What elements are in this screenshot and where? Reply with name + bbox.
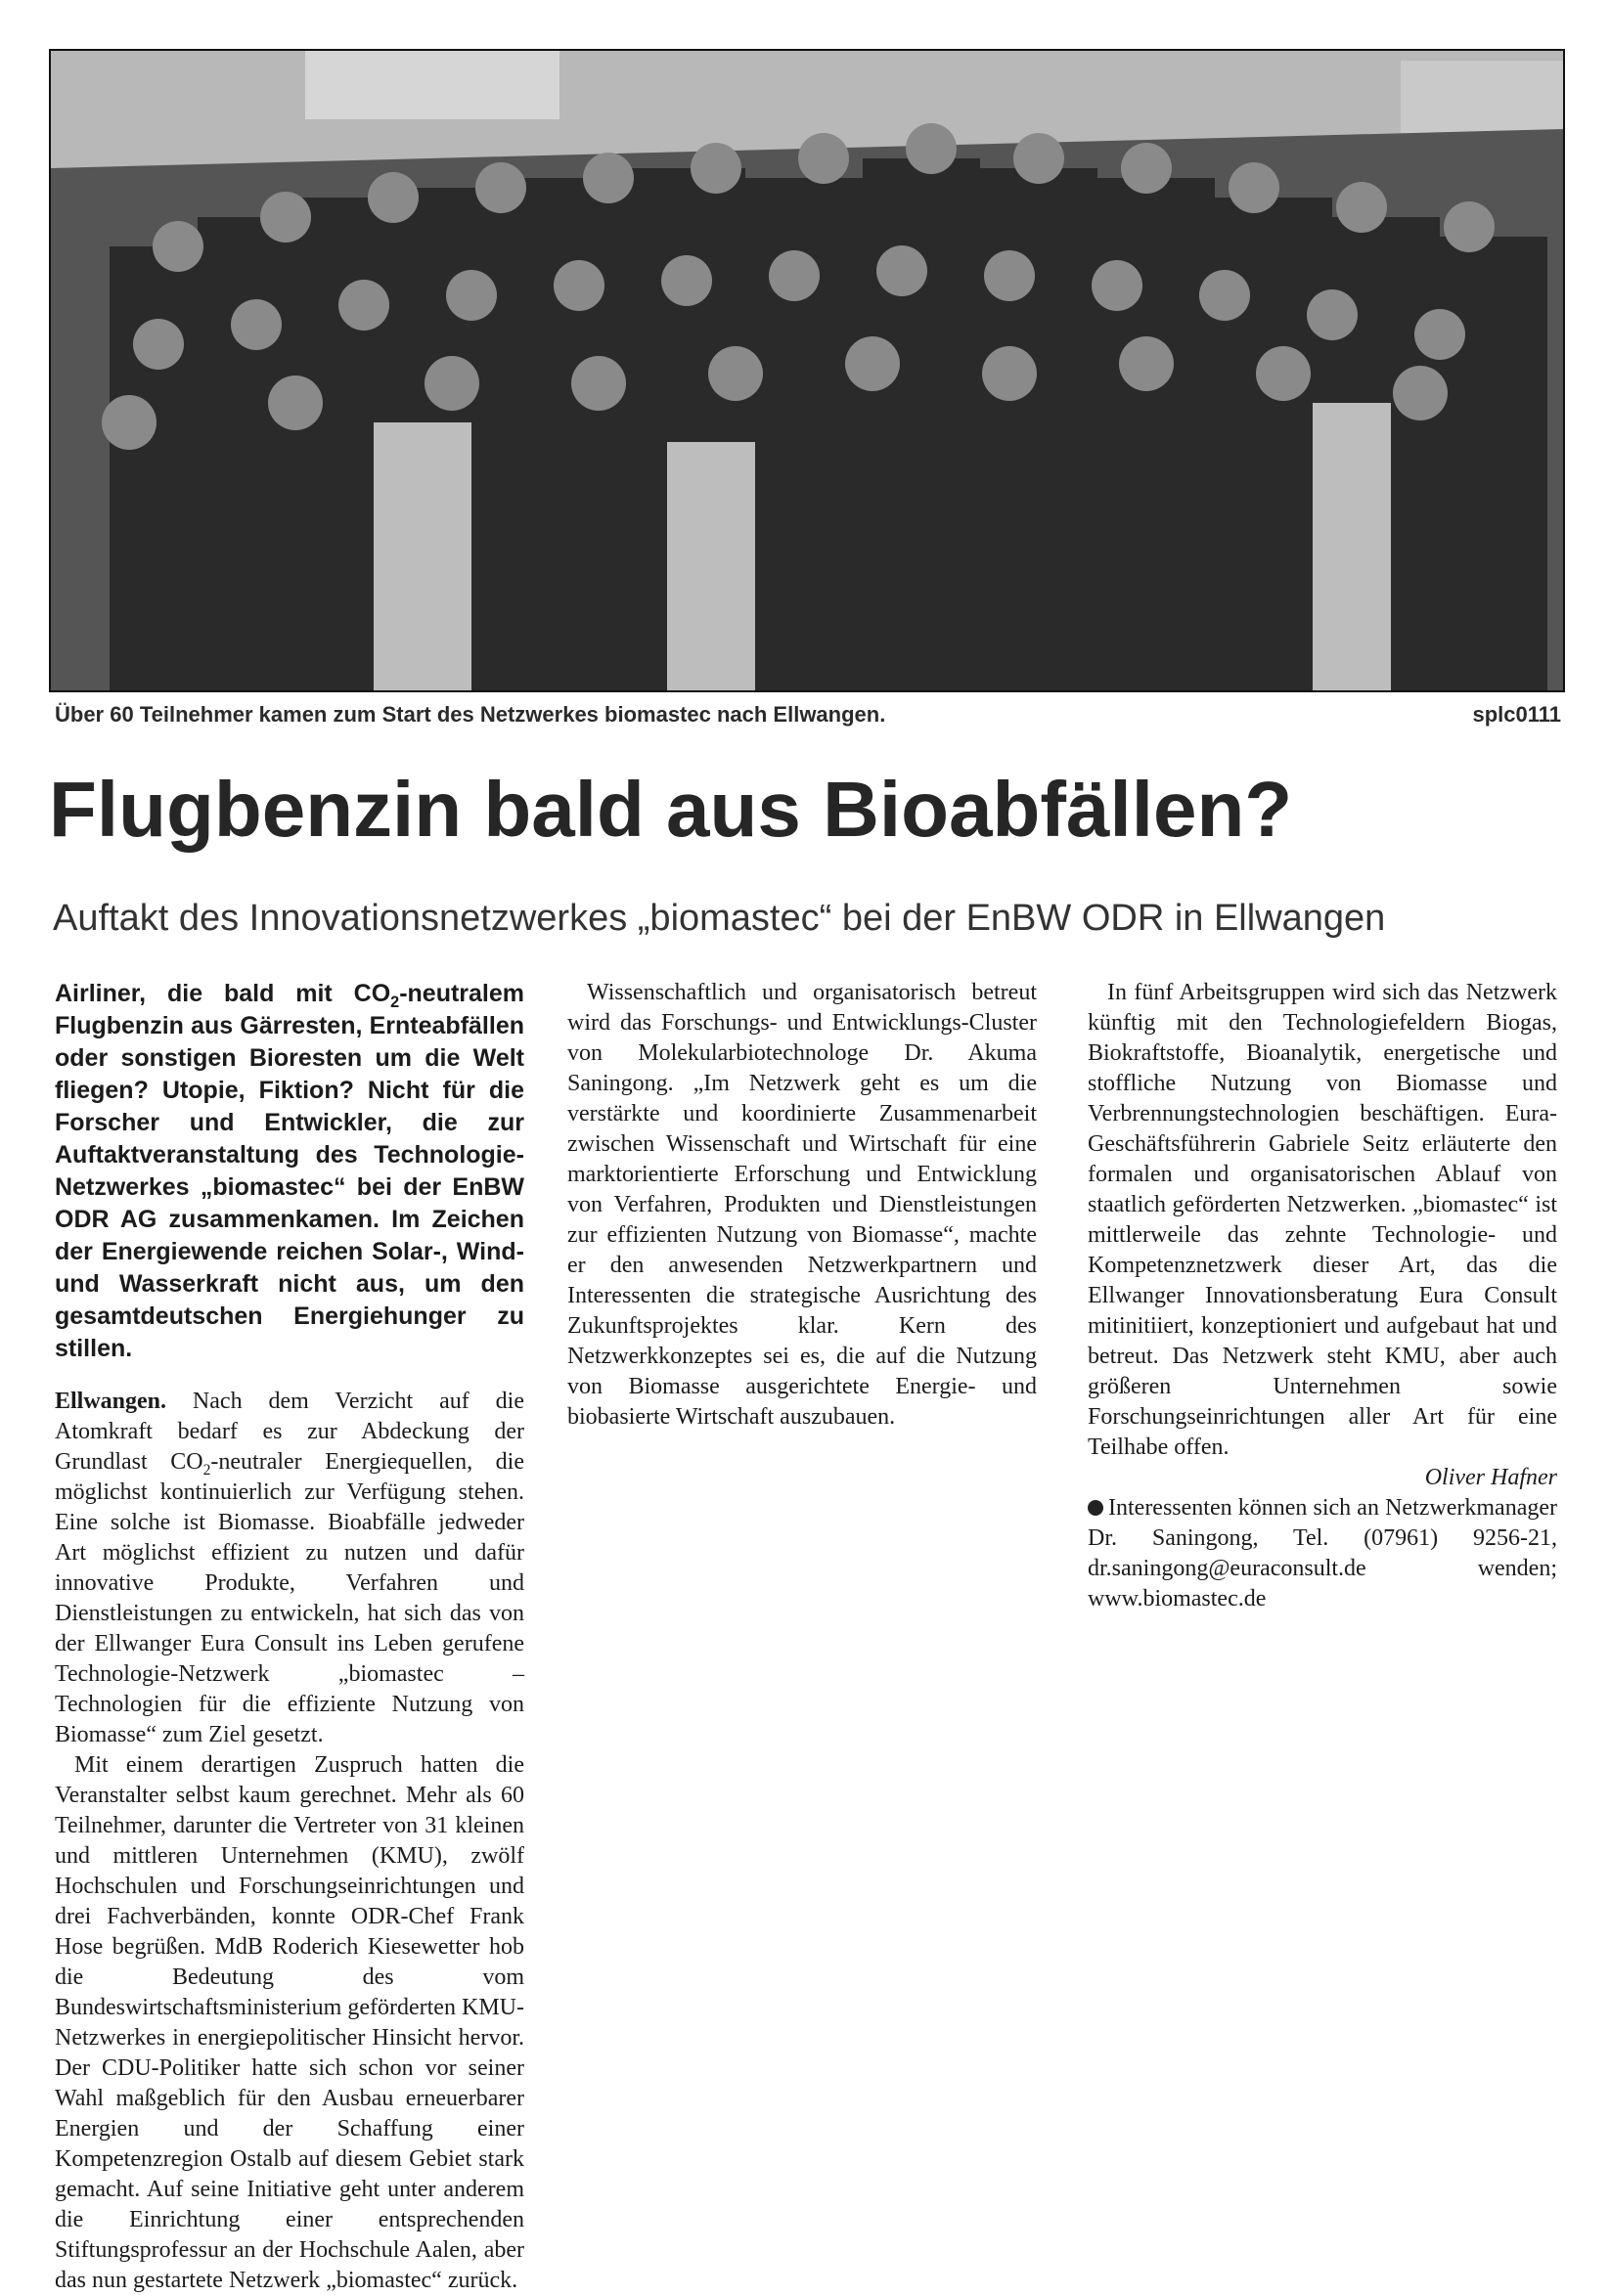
body-paragraph-4: In fünf Arbeitsgruppen wird sich das Netzwerk künftig mit den Technologiefeldern Biogas, Biokraftstoffe, Bioanalytik, energetische und stoffliche Nutzung von Biomasse und Verbrennungstechnologien beschäftigen. Eura-Geschäftsführerin Gabriele Seitz erläuterte den formalen und organisatorischen Ablauf von staatlich geförderten Netzwerken. „biomastec“ ist mittlerweile das zehnte Technologie- und Kompetenznetzwerk dieser Art, das die Ellwanger Innovationsberatung Eura Consult mitinitiiert, konzeptioniert und aufgebaut hat und betreut. Das Netzwerk steht KMU, aber auch größeren Unternehmen sowie Forschungseinrichtungen aller Art für eine Teilhabe offen. — [1088, 980, 1557, 1460]
lead-subscript: 2 — [390, 993, 400, 1011]
body-paragraph-3: Wissenschaftlich und organisatorisch betreut wird das Forschungs- und Entwicklungs-Cluster von Molekularbiotechnologe Dr. Akuma Saningong. „Im Netzwerk geht es um die verstärkte und koordinierte Zusammenarbeit zwischen Wissenschaft und Wirtschaft für eine marktorientierte Erforschung und Entwicklung von Verfahren, Produkten und Dienstleistungen zur effizienten Nutzung von Biomasse“, machte er den anwesenden Netzwerkpartnern und Interessenten die strategische Ausrichtung des Zukunftsprojektes klar. Kern des Netzwerkkonzeptes sei es, die auf die Nutzung von Biomasse ausgerichtete Energie- und biobasierte Wirtschaft auszubauen. — [567, 980, 1037, 1430]
lead-text-1: Airliner, die bald mit CO — [55, 980, 391, 1007]
lead-paragraph — [55, 978, 524, 1365]
contact-info — [1088, 1493, 1557, 1614]
photo-credit: splc0111 — [1472, 702, 1561, 727]
lead-text-2: -neutralem Flugbenzin aus Gärresten, Ernteabfällen oder sonstigen Bioresten um die Welt fliegen? Utopie, Fiktion? Nicht für die Forscher und Entwickler, die zur Auftaktveranstaltung des Technologie-Netzwerkes „biomastec“ bei der EnBW ODR AG zusammenkamen. Im Zeichen der Energiewende reichen Solar-, Wind- und Wasserkraft nicht aus, um den gesamtdeutschen Energiehunger zu stillen. — [55, 980, 524, 1362]
article-column-2 — [567, 978, 1037, 1941]
body-p1-subscript: 2 — [202, 1461, 211, 1479]
group-photo-icon — [51, 51, 1563, 690]
headline: Flugbenzin bald aus Bioabfällen? — [49, 766, 1293, 853]
caption-text: Über 60 Teilnehmer kamen zum Start des Netzwerkes biomastec nach Ellwangen. — [55, 702, 886, 727]
dateline: Ellwangen. — [55, 1389, 167, 1414]
group-photo — [49, 49, 1565, 692]
contact-text: Interessenten können sich an Netzwerkmanager Dr. Saningong, Tel. (07961) 9256-21, dr.saningong@euraconsult.de wenden; www.biomastec.de — [1088, 1495, 1557, 1612]
body-paragraph-2: Mit einem derartigen Zuspruch hatten die Veranstalter selbst kaum gerechnet. Mehr als 60 Teilnehmer, darunter die Vertreter von 31 kleinen und mittleren Unternehmen (KMU), zwölf Hochschulen und Forschungseinrichtungen und drei Fachverbänden, konnte ODR-Chef Frank Hose begrüßen. MdB Roderich Kiesewetter hob die Bedeutung des vom Bundeswirtschaftsministerium geförderten KMU-Netzwerkes in energiepolitischer Hinsicht hervor. Der CDU-Politiker hatte sich schon vor seiner Wahl maßgeblich für den Ausbau erneuerbarer Energien und der Schaffung einer Kompetenzregion Ostalb auf diesem Gebiet stark gemacht. Auf seine Initiative geht unter anderem die Einrichtung einer entsprechenden Stiftungsprofessur an der Hochschule Aalen, aber das nun gestartete Netzwerk „biomastec“ zurück. — [55, 1752, 524, 2293]
bullet-icon — [1088, 1500, 1103, 1516]
article-column-3 — [1088, 978, 1557, 1941]
article-column-1 — [55, 978, 524, 2293]
body-paragraph-1 — [55, 1387, 524, 1750]
subheadline: Auftakt des Innovationsnetzwerkes „biomastec“ bei der EnBW ODR in Ellwangen — [53, 898, 1386, 939]
author-name: Oliver Hafner — [1424, 1465, 1557, 1490]
body-p1-text-b: -neutraler Energiequellen, die möglichst kontinuierlich zur Verfügung stehen. Eine solche ist Biomasse. Bioabfälle jedweder Art möglichst effizient zu nutzen und dafür innovative Produkte, Verfahren und Dienstleistungen zu entwickeln, hat sich das von der Ellwanger Eura Consult ins Leben gerufene Technologie-Netzwerk „biomastec – Technologien für die effiziente Nutzung von Biomasse“ zum Ziel gesetzt. — [55, 1449, 524, 1747]
photo-caption — [55, 696, 1561, 735]
body-p1-text-a: Nach dem Verzicht auf die Atomkraft bedarf es zur Abdeckung der Grundlast CO — [55, 1389, 524, 1475]
